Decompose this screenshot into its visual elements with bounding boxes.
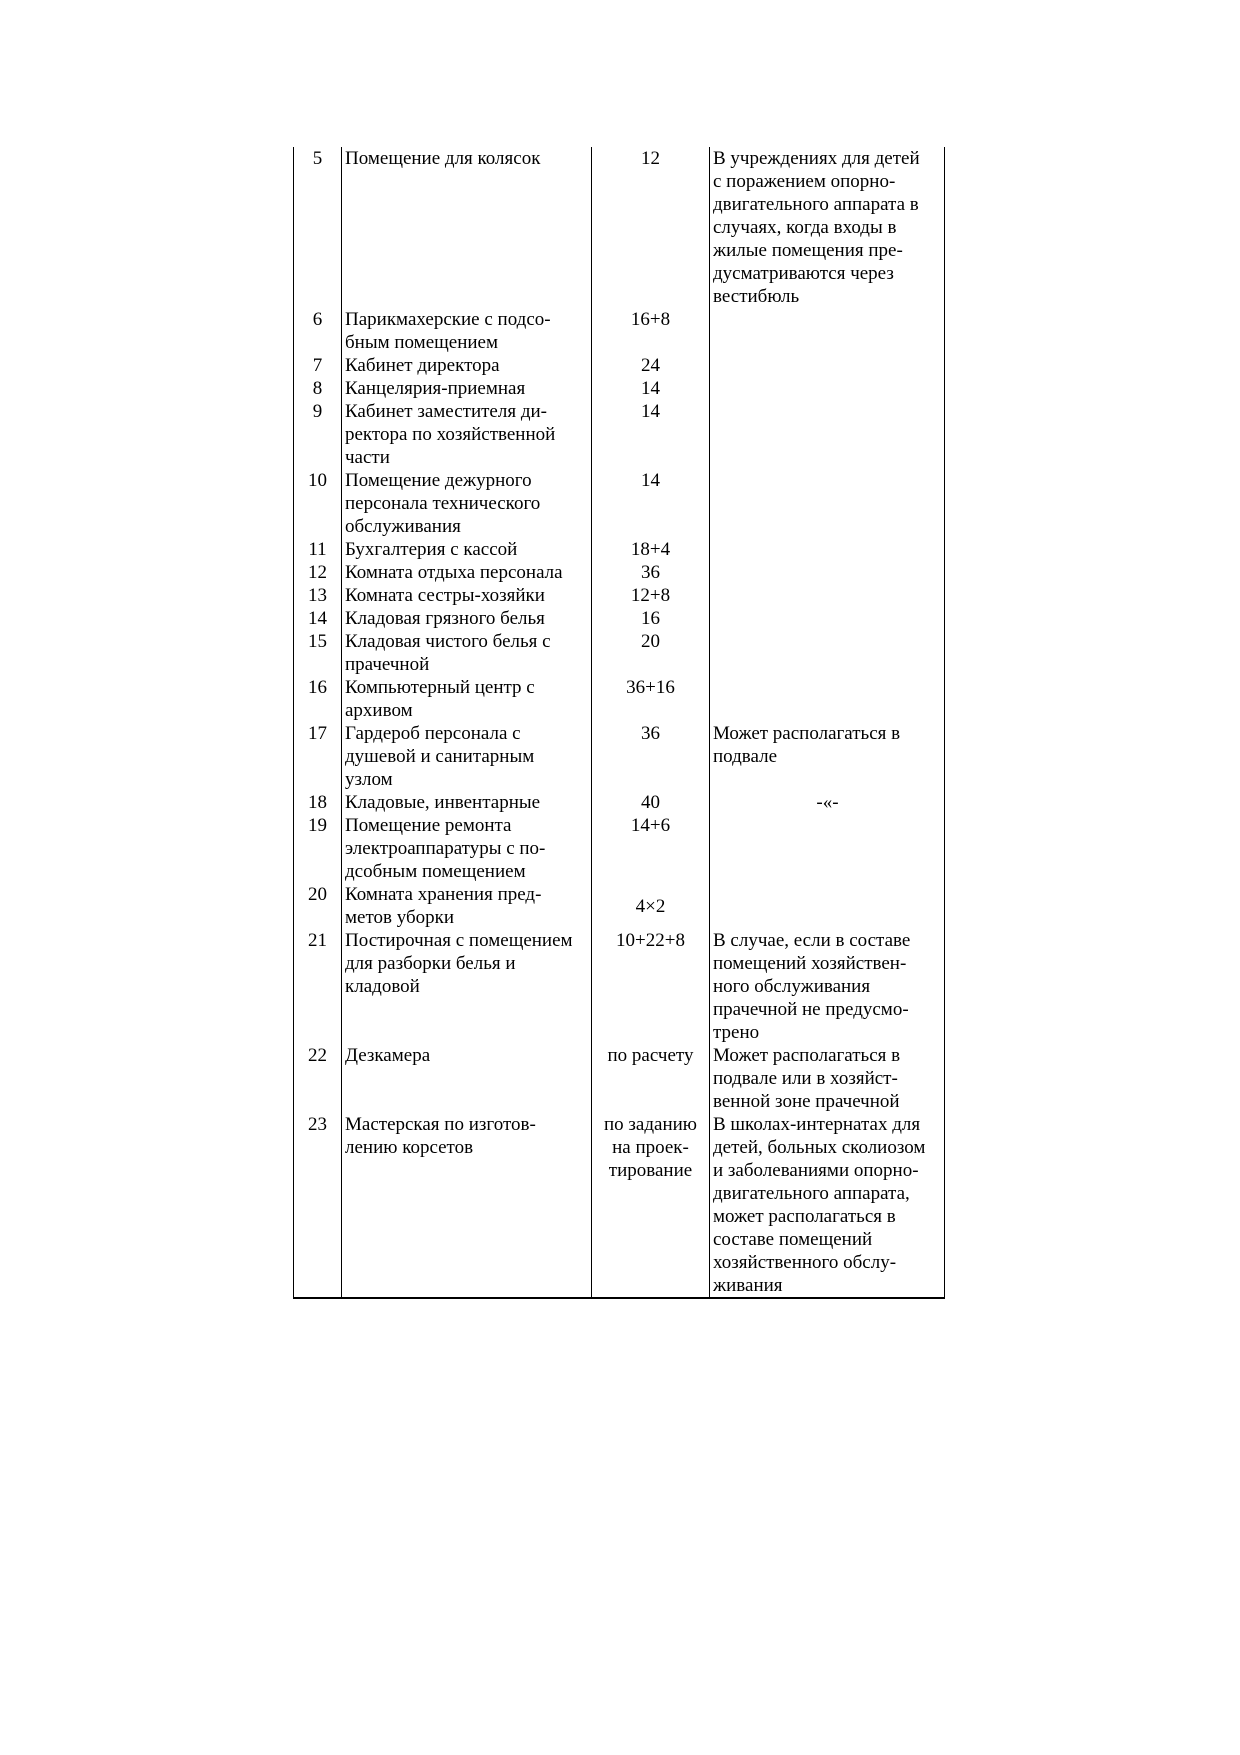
row-number: 8 <box>294 377 342 400</box>
room-area: 36+16 <box>592 676 710 722</box>
room-name: Гардероб персонала с душевой и санитарным узлом <box>342 722 592 791</box>
table-row <box>294 561 945 584</box>
room-note <box>710 469 945 538</box>
room-name: Бухгалтерия с кассой <box>342 538 592 561</box>
room-name: Постирочная с помещением для разборки белья и кладовой <box>342 929 592 1044</box>
room-area: 14+6 <box>592 814 710 883</box>
room-note <box>710 676 945 722</box>
row-number: 17 <box>294 722 342 791</box>
room-name: Помещение ремонта электроаппаратуры с по- дсобным помещением <box>342 814 592 883</box>
row-number: 15 <box>294 630 342 676</box>
room-name: Парикмахерские с подсо- бным помещением <box>342 308 592 354</box>
row-number: 22 <box>294 1044 342 1113</box>
table-row <box>294 1044 945 1113</box>
room-area: 18+4 <box>592 538 710 561</box>
room-name: Помещение для колясок <box>342 147 592 308</box>
room-note <box>710 883 945 929</box>
table-row <box>294 676 945 722</box>
table-row <box>294 584 945 607</box>
row-number: 12 <box>294 561 342 584</box>
row-number: 23 <box>294 1113 342 1298</box>
row-number: 16 <box>294 676 342 722</box>
room-area: по заданию на проек- тирование <box>592 1113 710 1298</box>
room-area: 24 <box>592 354 710 377</box>
room-area: 20 <box>592 630 710 676</box>
room-name: Помещение дежурного персонала технического обслуживания <box>342 469 592 538</box>
table-row <box>294 400 945 469</box>
row-number: 9 <box>294 400 342 469</box>
row-number: 20 <box>294 883 342 929</box>
room-note <box>710 354 945 377</box>
table-row <box>294 630 945 676</box>
room-name: Компьютерный центр с архивом <box>342 676 592 722</box>
table-row <box>294 308 945 354</box>
row-number: 18 <box>294 791 342 814</box>
row-number: 6 <box>294 308 342 354</box>
room-note <box>710 607 945 630</box>
table-row <box>294 354 945 377</box>
room-area: 12 <box>592 147 710 308</box>
room-note <box>710 814 945 883</box>
room-area: 36 <box>592 561 710 584</box>
row-number: 7 <box>294 354 342 377</box>
room-note <box>710 377 945 400</box>
row-number: 13 <box>294 584 342 607</box>
room-area: по расчету <box>592 1044 710 1113</box>
room-note <box>710 308 945 354</box>
room-name: Кладовые, инвентарные <box>342 791 592 814</box>
room-note: В учреждениях для детей с поражением опорно- двигательного аппарата в случаях, когда входы в жилые помещения пре- дусматриваются через вестибюль <box>710 147 945 308</box>
room-name: Комната хранения пред- метов уборки <box>342 883 592 929</box>
room-name: Комната отдыха персонала <box>342 561 592 584</box>
room-note <box>710 630 945 676</box>
table-row <box>294 607 945 630</box>
row-number: 21 <box>294 929 342 1044</box>
room-area: 14 <box>592 377 710 400</box>
room-area: 16 <box>592 607 710 630</box>
room-note: Может располагаться в подвале <box>710 722 945 791</box>
room-area: 4×2 <box>592 883 710 929</box>
table-row <box>294 791 945 814</box>
room-name: Кладовая чистого белья с прачечной <box>342 630 592 676</box>
room-area: 12+8 <box>592 584 710 607</box>
room-note: В школах-интернатах для детей, больных сколиозом и заболеваниями опорно- двигательного аппарата, может располагаться в составе помещений хозяйственного обслу- живания <box>710 1113 945 1298</box>
room-name: Мастерская по изготов- лению корсетов <box>342 1113 592 1298</box>
room-area: 36 <box>592 722 710 791</box>
room-area: 16+8 <box>592 308 710 354</box>
table-row <box>294 538 945 561</box>
room-area: 10+22+8 <box>592 929 710 1044</box>
row-number: 14 <box>294 607 342 630</box>
room-note <box>710 538 945 561</box>
room-name: Комната сестры-хозяйки <box>342 584 592 607</box>
table-row <box>294 722 945 791</box>
table-row <box>294 1113 945 1298</box>
table-row <box>294 469 945 538</box>
row-number: 11 <box>294 538 342 561</box>
row-number: 5 <box>294 147 342 308</box>
table-row <box>294 377 945 400</box>
room-name: Канцелярия-приемная <box>342 377 592 400</box>
room-area: 14 <box>592 469 710 538</box>
table-row <box>294 147 945 308</box>
room-note: В случае, если в составе помещений хозяйствен- ного обслуживания прачечной не предусмо- трено <box>710 929 945 1044</box>
room-note <box>710 584 945 607</box>
room-name: Кабинет заместителя ди- ректора по хозяйственной части <box>342 400 592 469</box>
room-area: 14 <box>592 400 710 469</box>
table-row <box>294 814 945 883</box>
row-number: 10 <box>294 469 342 538</box>
room-name: Дезкамера <box>342 1044 592 1113</box>
room-note: Может располагаться в подвале или в хозяйст- венной зоне прачечной <box>710 1044 945 1113</box>
table-row <box>294 929 945 1044</box>
room-name: Кладовая грязного белья <box>342 607 592 630</box>
room-name: Кабинет директора <box>342 354 592 377</box>
row-number: 19 <box>294 814 342 883</box>
room-note: -«- <box>710 791 945 814</box>
room-note <box>710 400 945 469</box>
table-row <box>294 883 945 929</box>
room-area: 40 <box>592 791 710 814</box>
room-note <box>710 561 945 584</box>
rooms-table <box>293 147 945 1299</box>
